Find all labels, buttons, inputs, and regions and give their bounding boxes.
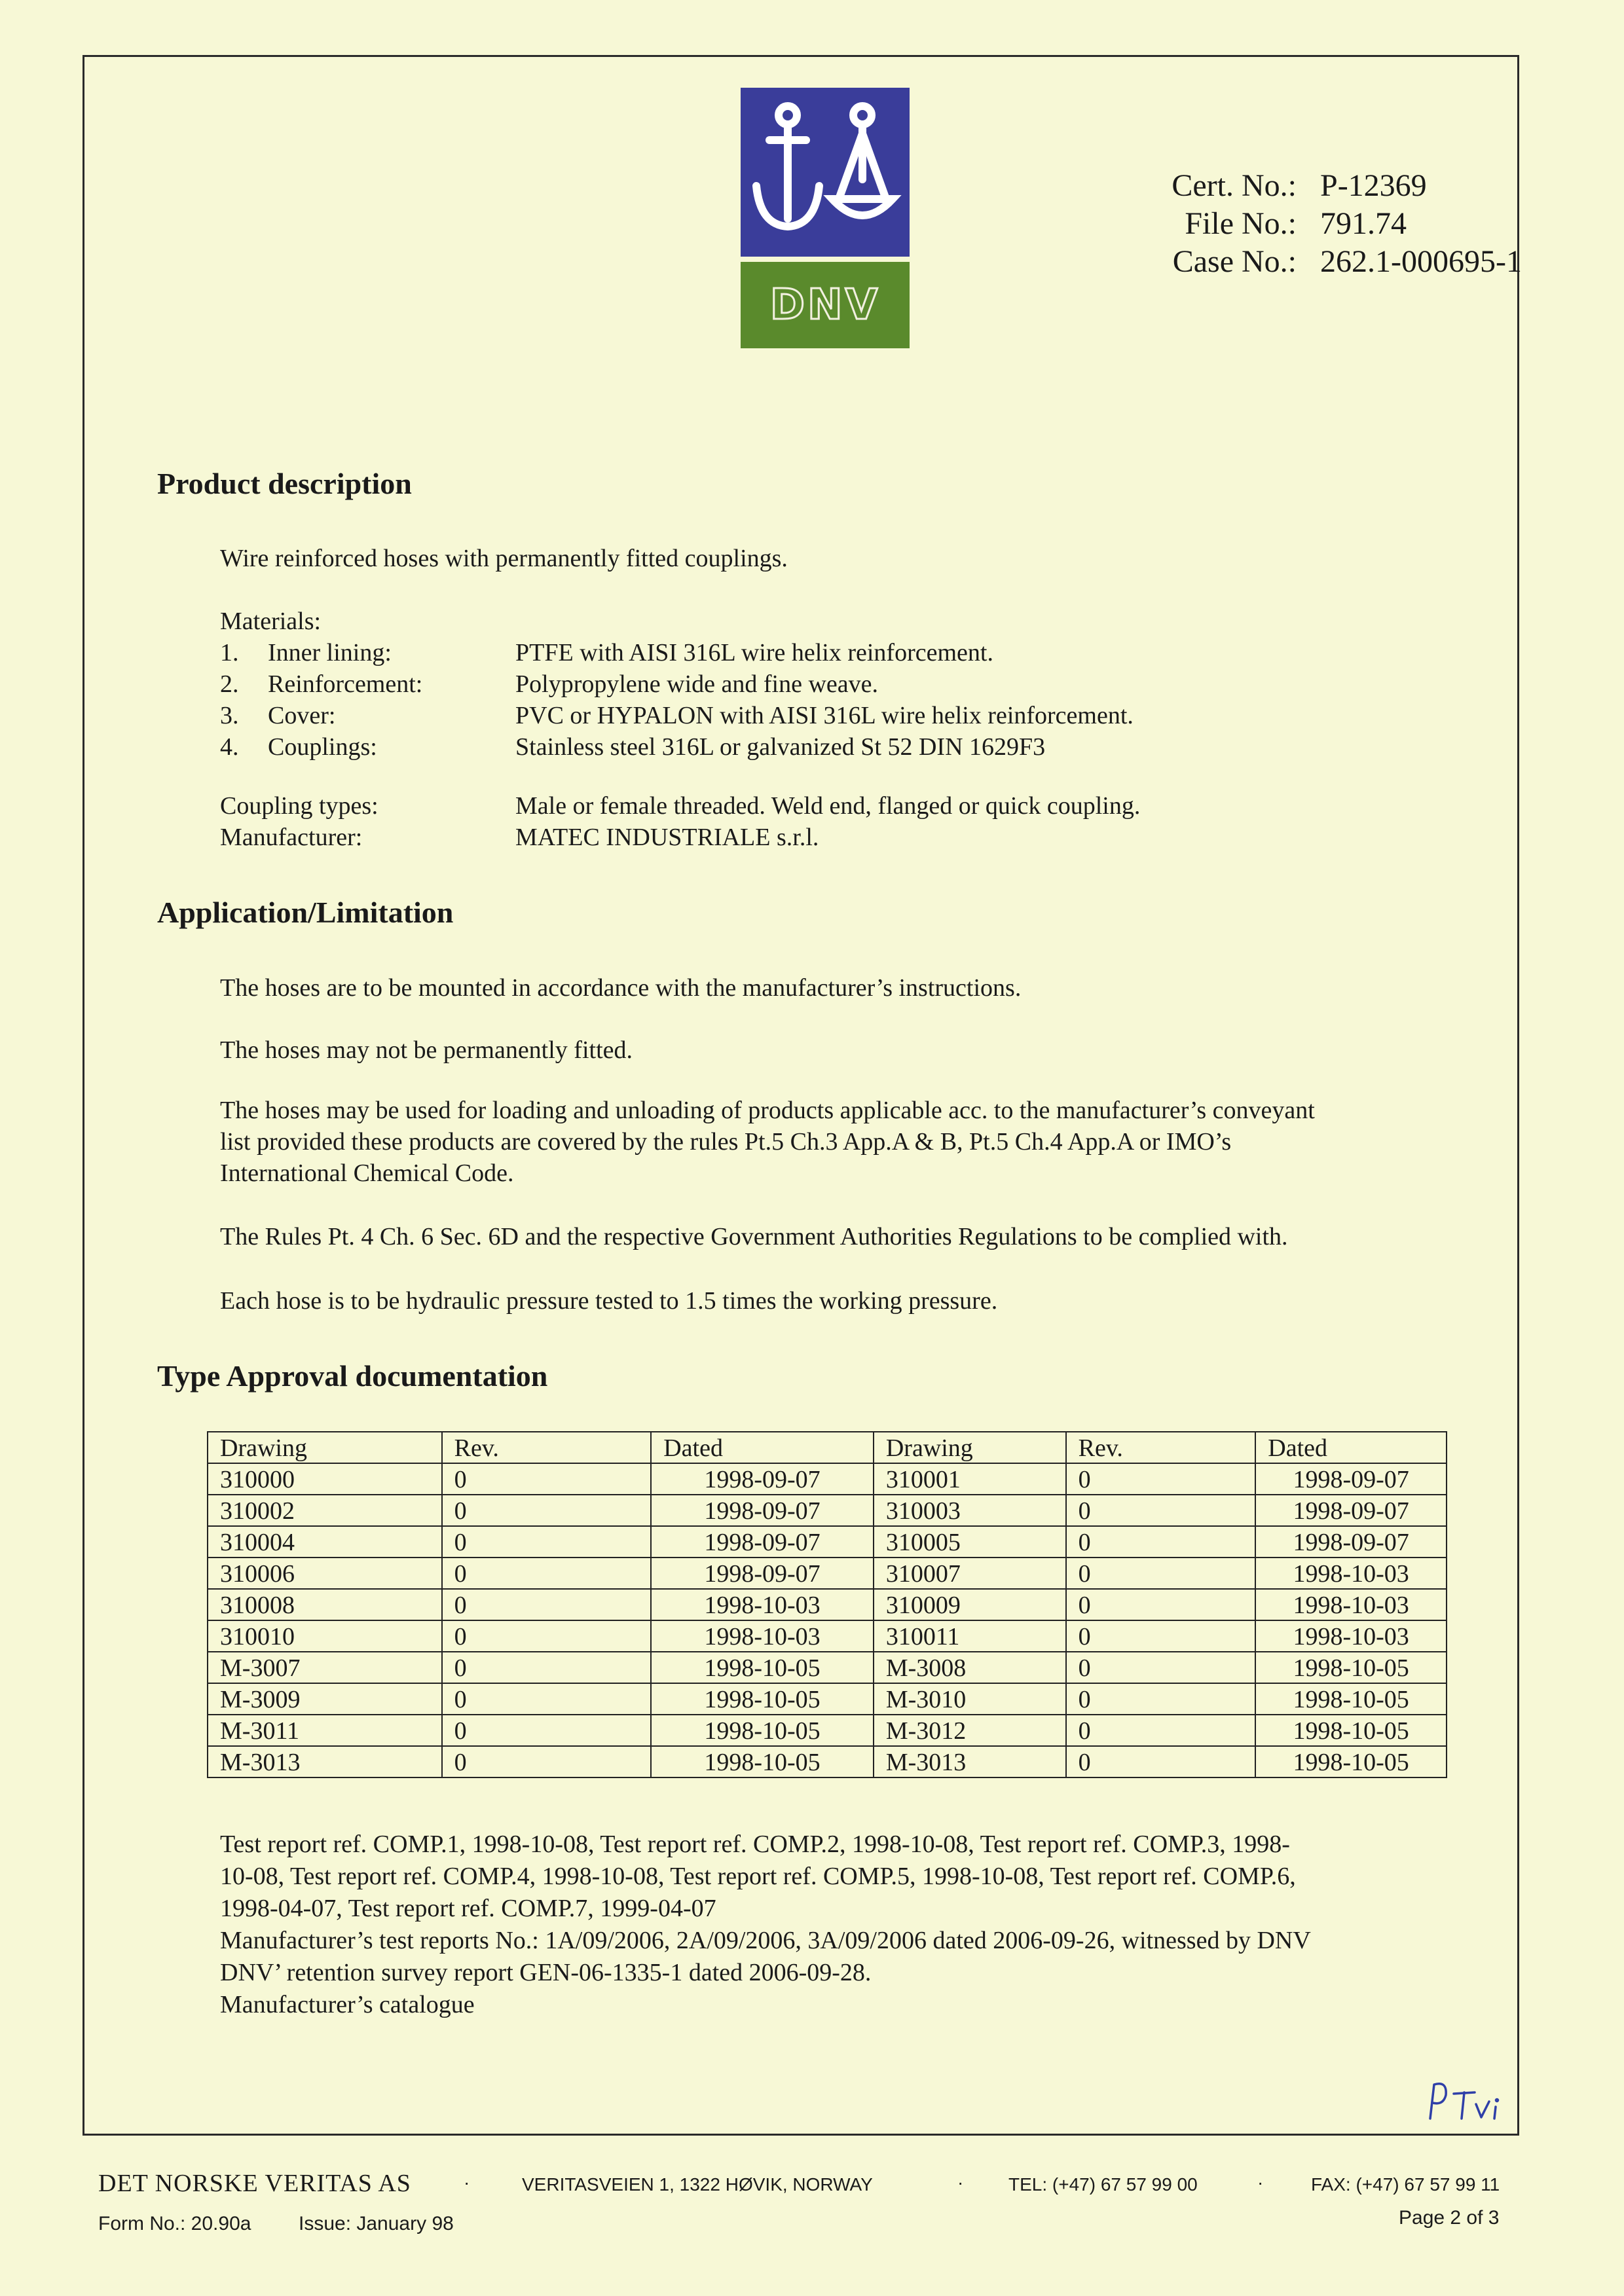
drawing-cell: M-3007 [208,1652,442,1683]
table-row [208,1463,1447,1495]
table-body [208,1463,1447,1777]
revision-cell: 0 [1066,1463,1256,1495]
certificate-info [1100,167,1522,281]
table-row [208,1620,1447,1652]
drawings-table [207,1431,1447,1778]
dated-cell: 1998-10-05 [1255,1715,1447,1746]
logo-emblem [741,88,910,257]
dated-cell: 1998-10-03 [1255,1589,1447,1620]
table-header-row [208,1432,1447,1463]
table-row [208,1526,1447,1558]
dated-cell: 1998-10-05 [651,1746,874,1777]
table-row [208,1558,1447,1589]
material-row [220,731,1140,763]
revision-cell: 0 [1066,1558,1256,1589]
footer-address: VERITASVEIEN 1, 1322 HØVIK, NORWAY [522,2174,873,2195]
application-paragraph: Each hose is to be hydraulic pressure tested to 1.5 times the working pressure. [220,1287,998,1315]
drawing-cell: 310010 [208,1620,442,1652]
column-header: Rev. [442,1432,652,1463]
drawing-cell: M-3008 [874,1652,1066,1683]
material-label: Inner lining: [268,639,392,666]
revision-cell: 0 [442,1683,652,1715]
dated-cell: 1998-10-03 [651,1589,874,1620]
material-value: PVC or HYPALON with AISI 316L wire helix reinforcement. [515,702,1134,729]
cert-number-row [1100,167,1522,205]
material-number: 4. [220,733,239,761]
dated-cell: 1998-10-03 [651,1620,874,1652]
column-header: Drawing [874,1432,1066,1463]
application-paragraph: The hoses are to be mounted in accordance with the manufacturer’s instructions. [220,974,1022,1002]
dated-cell: 1998-09-07 [651,1526,874,1558]
drawing-cell: 310000 [208,1463,442,1495]
footer-company-name: DET NORSKE VERITAS AS [98,2170,411,2197]
dated-cell: 1998-09-07 [1255,1495,1447,1526]
case-number-value: 262.1-000695-1 [1320,244,1522,279]
test-reports [220,1829,1418,2021]
revision-cell: 0 [442,1620,652,1652]
dated-cell: 1998-10-05 [651,1652,874,1683]
column-header: Dated [1255,1432,1447,1463]
column-header: Rev. [1066,1432,1256,1463]
dated-cell: 1998-10-05 [1255,1746,1447,1777]
logo-wordmark: DNV [769,281,881,329]
cert-number-value: P-12369 [1320,168,1427,203]
drawing-cell: 310007 [874,1558,1066,1589]
drawing-cell: 310011 [874,1620,1066,1652]
dated-cell: 1998-09-07 [651,1463,874,1495]
revision-cell: 0 [1066,1715,1256,1746]
drawing-cell: M-3009 [208,1683,442,1715]
drawing-cell: M-3013 [208,1746,442,1777]
material-number: 2. [220,670,239,698]
product-description-heading: Product description [157,467,412,500]
revision-cell: 0 [442,1526,652,1558]
drawing-cell: 310005 [874,1526,1066,1558]
revision-cell: 0 [442,1589,652,1620]
anchor-and-scales-icon [741,88,910,257]
dnv-logo [741,88,910,348]
footer-page-number: Page 2 of 3 [1399,2207,1500,2229]
materials-label: Materials: [220,608,322,635]
table-row [208,1652,1447,1683]
column-header: Dated [651,1432,874,1463]
drawing-cell: 310002 [208,1495,442,1526]
case-number-label: Case No.: [1172,244,1297,279]
dated-cell: 1998-09-07 [651,1495,874,1526]
drawing-cell: 310009 [874,1589,1066,1620]
revision-cell: 0 [1066,1526,1256,1558]
revision-cell: 0 [1066,1495,1256,1526]
dated-cell: 1998-10-05 [651,1683,874,1715]
material-value: Polypropylene wide and fine weave. [515,670,878,698]
footer-fax: FAX: (+47) 67 57 99 11 [1311,2174,1500,2195]
materials-label-row [220,606,1140,637]
dated-cell: 1998-09-07 [651,1558,874,1589]
table-row [208,1589,1447,1620]
handwritten-signature [1421,2075,1513,2128]
material-number: 3. [220,702,239,729]
cert-number-label: Cert. No.: [1172,168,1297,203]
revision-cell: 0 [1066,1652,1256,1683]
drawing-cell: 310006 [208,1558,442,1589]
documentation-heading: Type Approval documentation [157,1359,548,1393]
footer-separator: · [1257,2172,1264,2193]
dated-cell: 1998-10-03 [1255,1558,1447,1589]
drawing-cell: 310003 [874,1495,1066,1526]
revision-cell: 0 [442,1495,652,1526]
revision-cell: 0 [442,1463,652,1495]
revision-cell: 0 [1066,1620,1256,1652]
table-row [208,1746,1447,1777]
materials-list [220,606,1140,853]
file-number-value: 791.74 [1320,206,1407,241]
manufacturer-label: Manufacturer: [220,824,363,851]
revision-cell: 0 [1066,1683,1256,1715]
drawing-cell: M-3010 [874,1683,1066,1715]
material-label: Cover: [268,702,336,729]
test-report-line: Test report ref. COMP.1, 1998-10-08, Test report ref. COMP.2, 1998-10-08, Test report ref. COMP.3, 1998- [220,1831,1290,1858]
application-paragraph: list provided these products are covered by the rules Pt.5 Ch.3 App.A & B, Pt.5 Ch.4 App.A or IMO’s [220,1128,1232,1156]
revision-cell: 0 [442,1746,652,1777]
application-paragraph: International Chemical Code. [220,1159,514,1187]
coupling-types-label: Coupling types: [220,792,378,820]
footer-telephone: TEL: (+47) 67 57 99 00 [1008,2174,1198,2195]
table-row [208,1683,1447,1715]
material-value: Stainless steel 316L or galvanized St 52 DIN 1629F3 [515,733,1046,761]
dated-cell: 1998-10-05 [651,1715,874,1746]
test-report-line: 1998-04-07, Test report ref. COMP.7, 1999-04-07 [220,1895,716,1922]
coupling-types-row [220,790,1140,822]
material-row [220,668,1140,700]
material-label: Reinforcement: [268,670,423,698]
drawing-cell: M-3012 [874,1715,1066,1746]
drawing-cell: 310001 [874,1463,1066,1495]
revision-cell: 0 [442,1652,652,1683]
application-heading: Application/Limitation [157,896,454,929]
table-row [208,1495,1447,1526]
case-number-row [1100,243,1522,281]
footer-form-number: Form No.: 20.90a [98,2213,251,2234]
dated-cell: 1998-10-03 [1255,1620,1447,1652]
coupling-types-value: Male or female threaded. Weld end, flanged or quick coupling. [515,792,1141,820]
dated-cell: 1998-10-05 [1255,1683,1447,1715]
table-row [208,1715,1447,1746]
footer-separator: · [957,2172,964,2193]
test-report-line: Manufacturer’s catalogue [220,1991,475,2018]
dated-cell: 1998-09-07 [1255,1463,1447,1495]
file-number-row [1100,205,1522,243]
material-row [220,700,1140,731]
file-number-label: File No.: [1185,206,1297,241]
drawing-cell: 310004 [208,1526,442,1558]
test-report-line: 10-08, Test report ref. COMP.4, 1998-10-08, Test report ref. COMP.5, 1998-10-08, Test report ref. COMP.6, [220,1863,1296,1890]
revision-cell: 0 [1066,1589,1256,1620]
revision-cell: 0 [442,1558,652,1589]
dated-cell: 1998-10-05 [1255,1652,1447,1683]
footer-separator: · [464,2172,470,2193]
revision-cell: 0 [1066,1746,1256,1777]
dated-cell: 1998-09-07 [1255,1526,1447,1558]
material-label: Couplings: [268,733,377,761]
logo-wordmark-band [741,262,910,348]
manufacturer-value: MATEC INDUSTRIALE s.r.l. [515,824,819,851]
material-value: PTFE with AISI 316L wire helix reinforcement. [515,639,993,666]
drawing-cell: 310008 [208,1589,442,1620]
test-report-line: Manufacturer’s test reports No.: 1A/09/2006, 2A/09/2006, 3A/09/2006 dated 2006-09-26, witnessed by DNV [220,1927,1311,1954]
application-paragraph: The hoses may not be permanently fitted. [220,1036,633,1064]
column-header: Drawing [208,1432,442,1463]
material-row [220,637,1140,668]
drawing-cell: M-3013 [874,1746,1066,1777]
revision-cell: 0 [442,1715,652,1746]
application-paragraph: The Rules Pt. 4 Ch. 6 Sec. 6D and the respective Government Authorities Regulations to be complied with. [220,1223,1288,1250]
product-intro: Wire reinforced hoses with permanently fitted couplings. [220,545,788,572]
application-paragraph: The hoses may be used for loading and unloading of products applicable acc. to the manufacturer’s conveyant [220,1097,1315,1124]
drawing-cell: M-3011 [208,1715,442,1746]
test-report-line: DNV’ retention survey report GEN-06-1335-1 dated 2006-09-28. [220,1959,872,1986]
manufacturer-row [220,822,1140,853]
footer-issue: Issue: January 98 [299,2213,454,2234]
material-number: 1. [220,639,239,666]
